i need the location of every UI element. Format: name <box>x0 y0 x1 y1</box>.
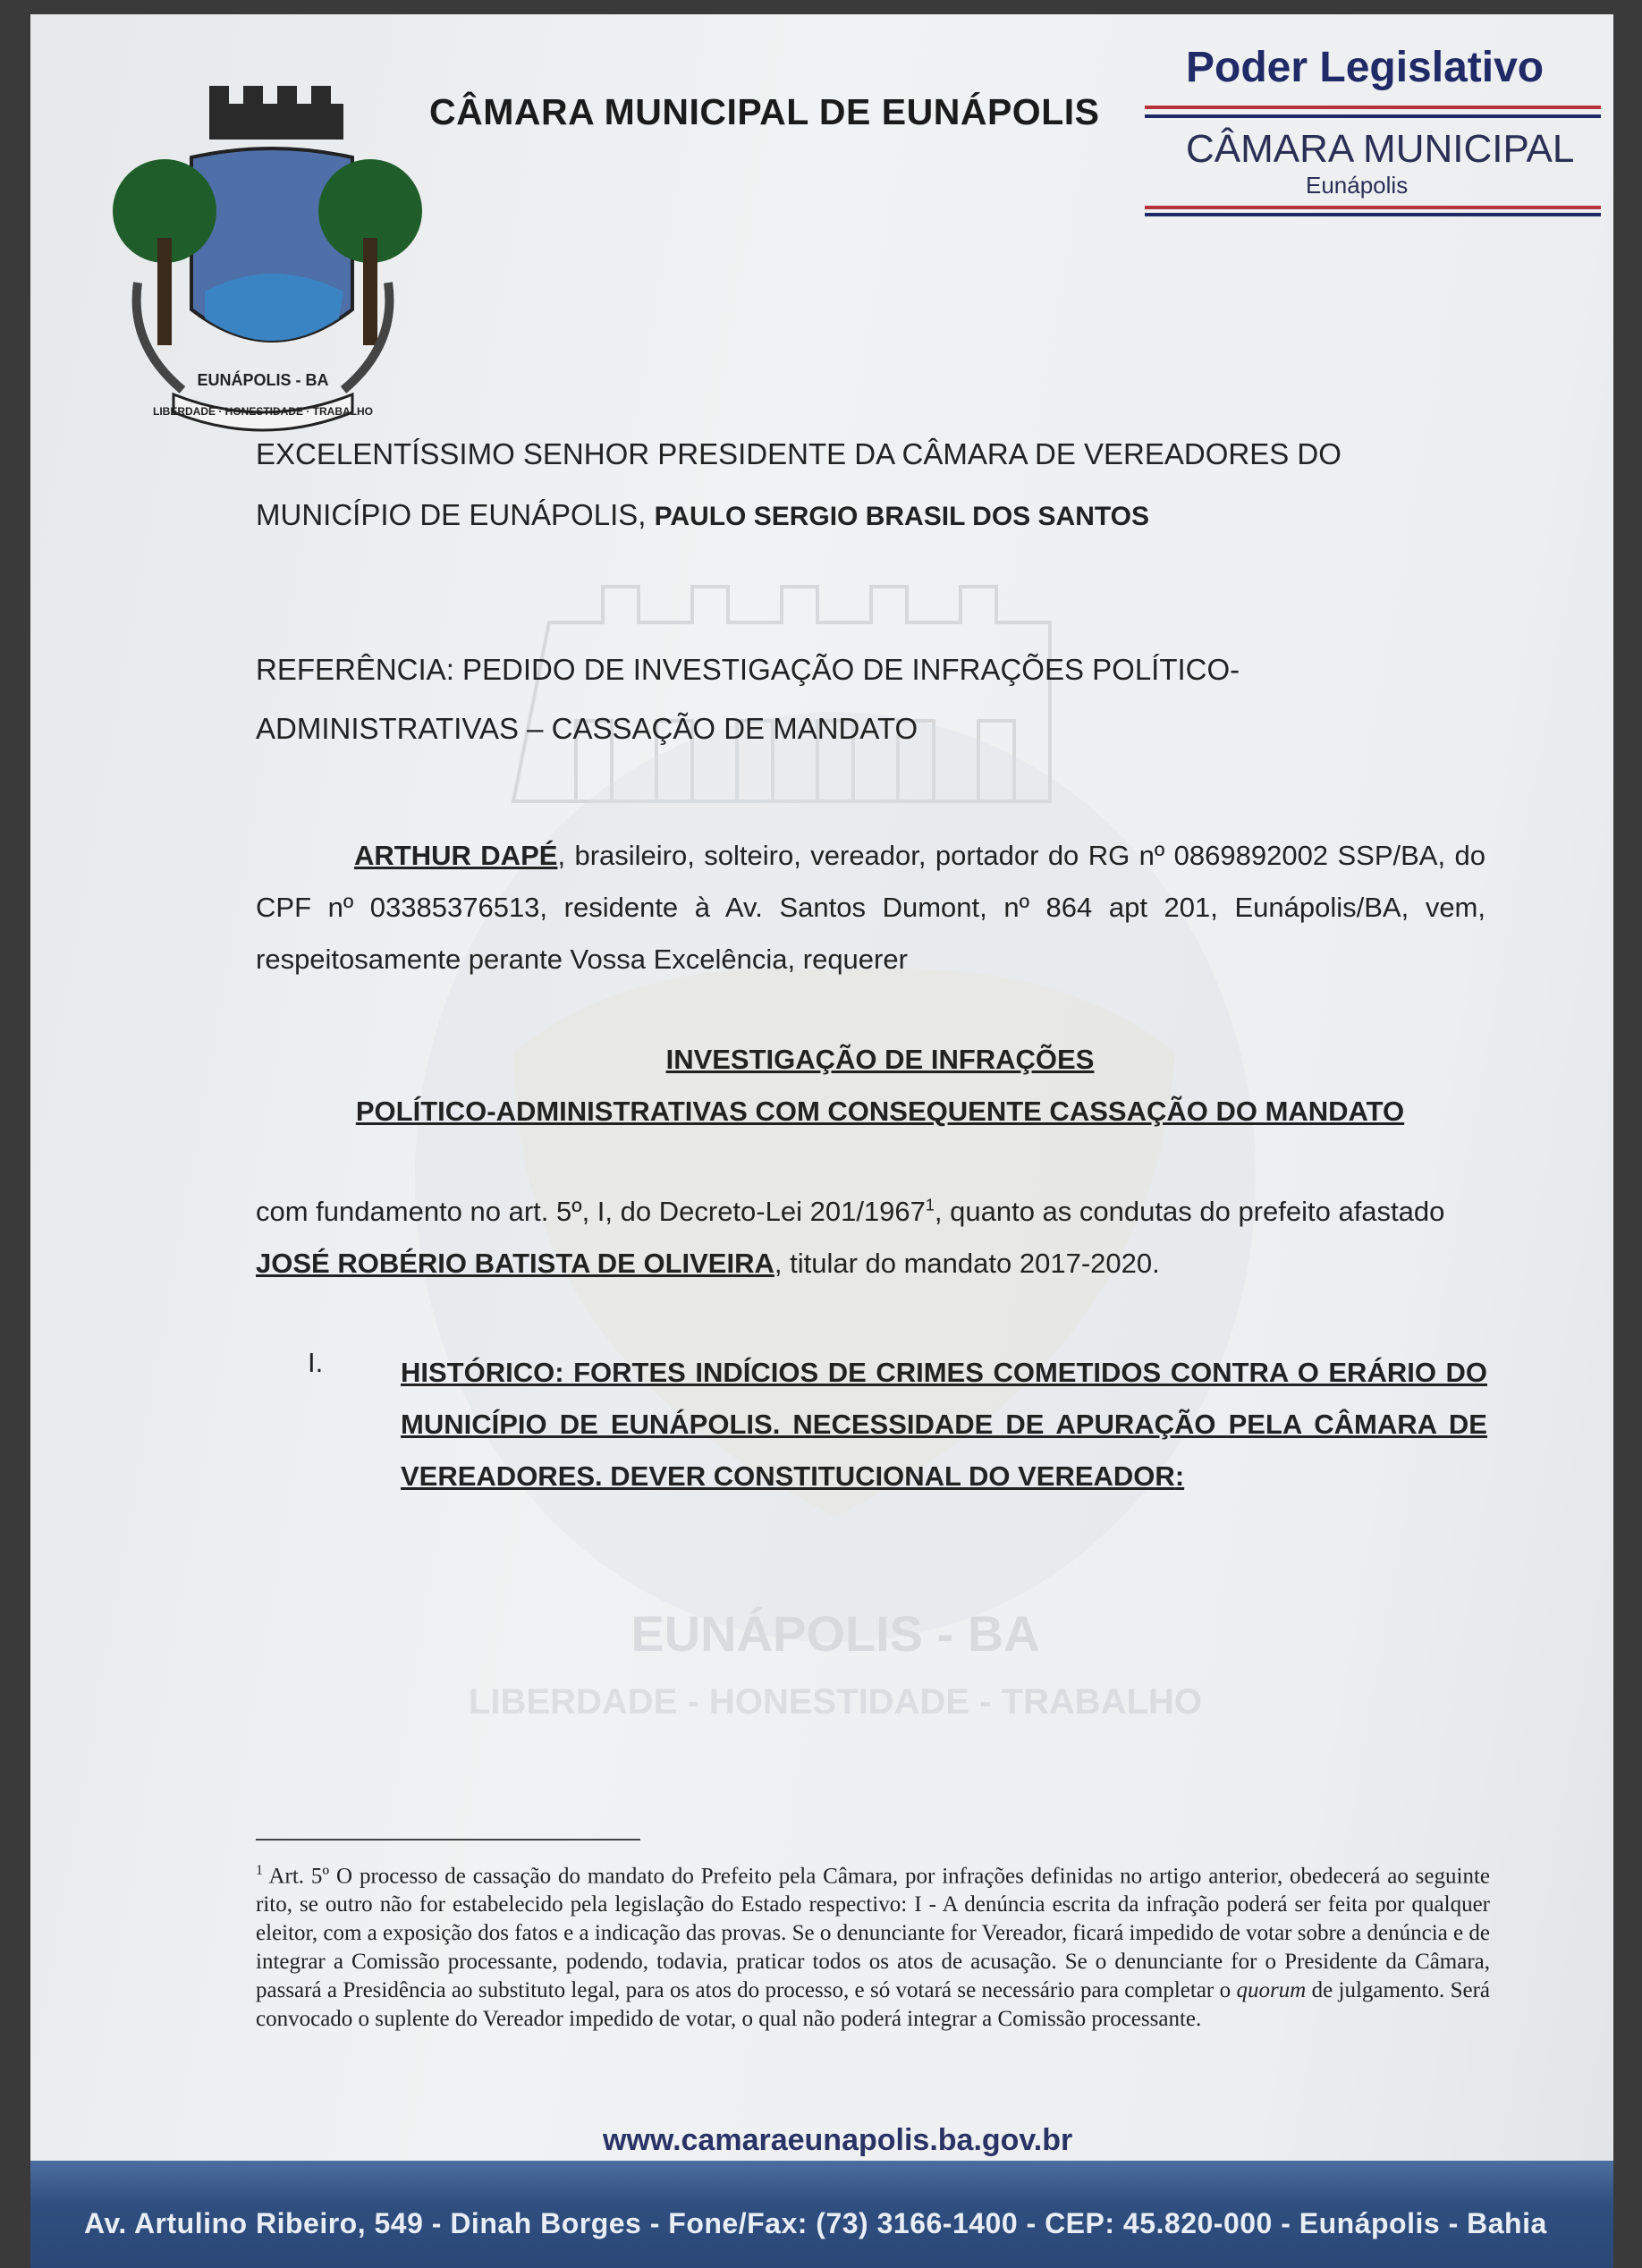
reference-line-1: REFERÊNCIA: PEDIDO DE INVESTIGAÇÃO DE INFRAÇÕES POLÍTICO- <box>256 653 1240 686</box>
footer-bar <box>30 2161 1613 2268</box>
mayor-name: JOSÉ ROBÉRIO BATISTA DE OLIVEIRA <box>256 1248 774 1279</box>
crest-motto: LIBERDADE · HONESTIDADE · TRABALHO <box>153 405 373 418</box>
footnote <box>256 1857 1490 2034</box>
chamber-title: CÂMARA MUNICIPAL DE EUNÁPOLIS <box>429 91 1100 132</box>
brand-rule-bottom-2 <box>1145 213 1601 216</box>
party-qualification <box>256 830 1485 986</box>
brand-camara-municipal: CÂMARA MUNICIPAL <box>1186 127 1575 171</box>
addressee-block <box>256 424 1418 547</box>
section-title-text: HISTÓRICO: FORTES INDÍCIOS DE CRIMES COMETIDOS CONTRA O ERÁRIO DO MUNICÍPIO DE EUNÁPOLIS. NECESSIDADE DE APURAÇÃO PELA CÂMARA DE VEREADORES. DEVER CONSTITUCIONAL DO VEREADOR <box>401 1357 1487 1492</box>
document-page <box>30 14 1613 2268</box>
footnote-separator <box>256 1839 640 1841</box>
section-title <box>401 1347 1487 1502</box>
watermark-name: EUNÁPOLIS - BA <box>631 1605 1040 1662</box>
reference-line-2: ADMINISTRATIVAS – CASSAÇÃO DE MANDATO <box>256 712 918 745</box>
section-number: I. <box>308 1347 324 1378</box>
basis-text-3: , titular do mandato 2017-2020. <box>774 1248 1160 1279</box>
president-name: PAULO SERGIO BRASIL DOS SANTOS <box>654 502 1149 531</box>
section-title-suffix: : <box>1174 1460 1185 1492</box>
addressee-line-2 <box>256 485 1418 547</box>
footnote-text-a: Art. 5º O processo de cassação do mandato do Prefeito pela Câmara, por infrações definidas no artigo anterior, obedecerá ao seguinte rito, se outro não for estabelecido pela legislação do Estado respectivo: I - A denúncia escrita da infração poderá ser feita por qualquer eleitor, com a exposição dos fatos e a indicação das provas. Se o denunciante for Vereador, ficará impedido de votar sobre a denúncia e de integrar a Comissão processante, podendo, todavia, praticar todos os atos de acusação. Se o denunciante for o Presidente da Câmara, passará a Presidência ao substituto legal, para os atos do processo, e só votará se necessário para completar o <box>256 1864 1490 2003</box>
legal-basis <box>256 1186 1485 1290</box>
petitioner-name: ARTHUR DAPÉ <box>354 840 558 871</box>
municipal-crest-logo <box>102 77 424 435</box>
brand-rule-bottom <box>1145 206 1601 209</box>
addressee-line-1: EXCELENTÍSSIMO SENHOR PRESIDENTE DA CÂMARA DE VEREADORES DO <box>256 437 1342 470</box>
petitioner-details: , brasileiro, solteiro, vereador, portador do RG nº 0869892002 SSP/BA, do CPF nº 03385376513, residente à Av. Santos Dumont, nº 864 apt 201, Eunápolis/BA, vem, respeitosamente perante Vossa Excelência, requerer <box>256 840 1485 975</box>
addressee-municipality: MUNICÍPIO DE EUNÁPOLIS, <box>256 498 655 531</box>
crest-city-label: EUNÁPOLIS - BA <box>197 371 329 389</box>
website-link[interactable]: www.camaraeunapolis.ba.gov.br <box>603 2123 1073 2157</box>
request-heading <box>299 1034 1461 1138</box>
basis-text-2: , quanto as condutas do prefeito afastado <box>934 1196 1445 1227</box>
basis-text-1: com fundamento no art. 5º, I, do Decreto-Lei 201/1967 <box>256 1196 926 1227</box>
request-heading-line-2: POLÍTICO-ADMINISTRATIVAS COM CONSEQUENTE CASSAÇÃO DO MANDATO <box>355 1096 1405 1127</box>
footnote-reference[interactable]: 1 <box>925 1196 935 1214</box>
footer-address: Av. Artulino Ribeiro, 549 - Dinah Borges - Fone/Fax: (73) 3166-1400 - CEP: 45.820-000 - Eunápolis - Bahia <box>84 2207 1547 2239</box>
brand-city: Eunápolis <box>1306 172 1409 199</box>
watermark-motto: LIBERDADE - HONESTIDADE - TRABALHO <box>469 1682 1202 1722</box>
reference-block <box>256 640 1418 758</box>
brand-poder-legislativo: Poder Legislativo <box>1186 44 1545 91</box>
footnote-number: 1 <box>256 1863 263 1878</box>
footnote-quorum: quorum <box>1236 1978 1307 2003</box>
brand-rule-top-2 <box>1145 114 1601 118</box>
legislative-brand-logo <box>1145 36 1601 215</box>
footnote-text-b: de julgamento. Será convocado o suplente do Vereador impedido de votar, o qual não poderá integrar a Comissão processante. <box>256 1978 1490 2032</box>
brand-rule-top <box>1145 106 1601 109</box>
request-heading-line-1: INVESTIGAÇÃO DE INFRAÇÕES <box>665 1044 1095 1075</box>
